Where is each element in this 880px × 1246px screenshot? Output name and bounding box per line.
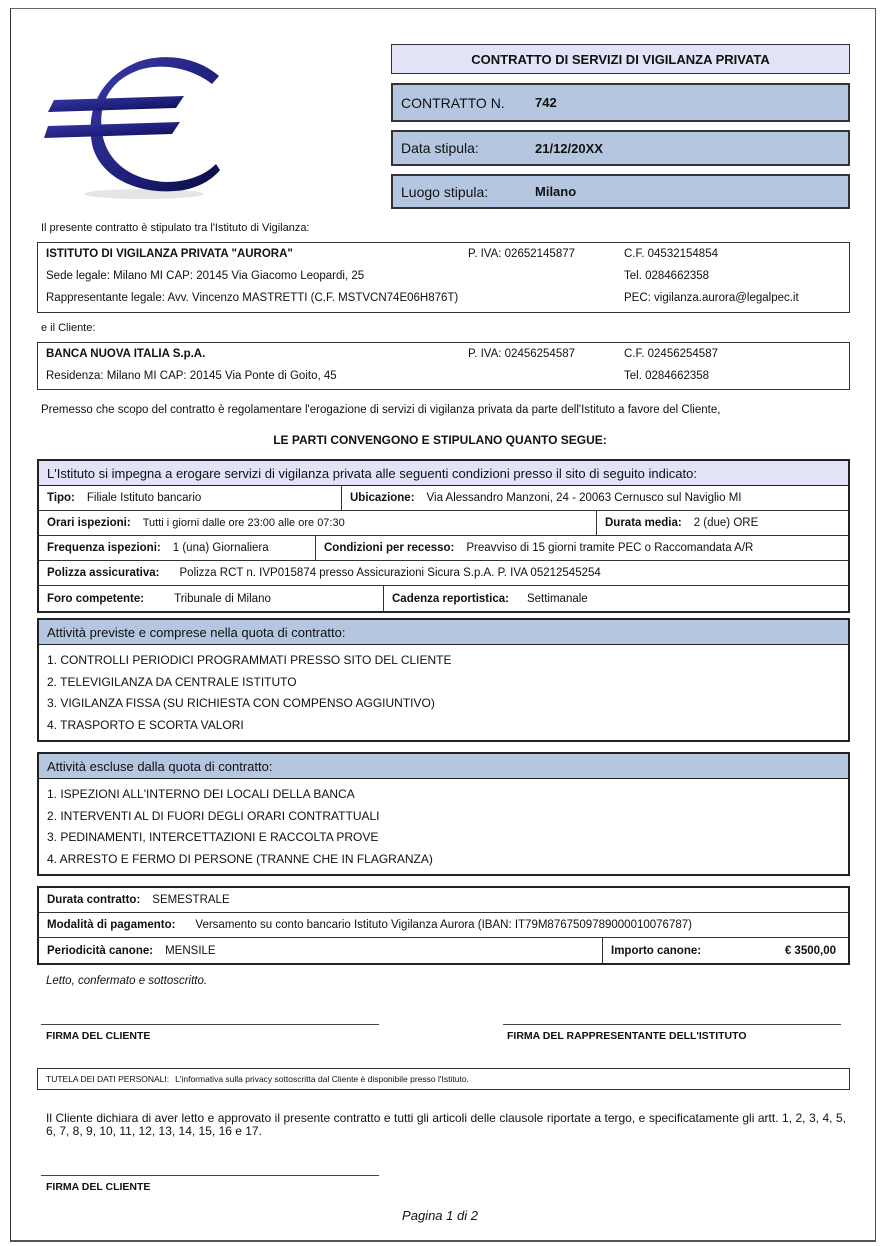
- table-row: [39, 888, 848, 913]
- polizza-label: Polizza assicurativa:: [47, 567, 160, 579]
- euro-symbol-icon: [44, 52, 224, 202]
- terms-table: [37, 886, 850, 965]
- contract-number-field: [391, 83, 850, 122]
- ubicazione-value: Via Alessandro Manzoni, 24 - 20063 Cernusco sul Naviglio MI: [426, 492, 742, 504]
- client-address: Residenza: Milano MI CAP: 20145 Via Ponte di Goito, 45: [46, 370, 337, 382]
- conditions-table: [37, 459, 850, 613]
- tipo-value: Filiale Istituto bancario: [86, 492, 202, 504]
- client-name: BANCA NUOVA ITALIA S.p.A.: [46, 348, 206, 360]
- durata-contratto-label: Durata contratto:: [47, 894, 141, 906]
- conditions-header: L'Istituto si impegna a erogare servizi di vigilanza privata alle seguenti condizioni presso il sito di seguito indicato:: [39, 461, 848, 486]
- client-tel: Tel. 0284662358: [624, 370, 710, 382]
- privacy-box: [37, 1068, 850, 1090]
- table-row: [39, 913, 848, 938]
- orari-label: Orari ispezioni:: [47, 517, 131, 529]
- recesso-label: Condizioni per recesso:: [324, 542, 455, 554]
- durata-media-value: 2 (due) ORE: [693, 517, 759, 529]
- frequenza-value: 1 (una) Giornaliera: [172, 542, 269, 554]
- list-item: 3. PEDINAMENTI, INTERCETTAZIONI E RACCOLTA PROVE: [47, 830, 379, 845]
- recesso-value: Preavviso di 15 giorni tramite PEC o Raccomandata A/R: [466, 542, 754, 554]
- cadenza-label: Cadenza reportistica:: [392, 592, 509, 605]
- date-label: Data stipula:: [401, 140, 479, 156]
- place-label: Luogo stipula:: [401, 183, 489, 200]
- orari-value: Tutti i giorni dalle ore 23:00 alle ore 07:30: [142, 517, 345, 529]
- ubicazione-label: Ubicazione:: [350, 492, 415, 504]
- agreement-heading: LE PARTI CONVENGONO E STIPULANO QUANTO SEGUE:: [273, 433, 607, 447]
- periodicita-value: MENSILE: [165, 944, 216, 957]
- institute-piva: P. IVA: 02652145877: [468, 248, 576, 260]
- table-row: [39, 938, 848, 963]
- privacy-label: TUTELA DEI DATI PERSONALI:: [46, 1074, 170, 1084]
- client-signature-line[interactable]: [41, 1024, 379, 1025]
- intro-client: e il Cliente:: [41, 322, 96, 334]
- institute-cf: C.F. 04532154854: [624, 248, 718, 260]
- table-row: [39, 486, 848, 511]
- list-item: 3. VIGILANZA FISSA (SU RICHIESTA CON COMPENSO AGGIUNTIVO): [47, 696, 435, 711]
- importo-value: € 3500,00: [784, 944, 836, 957]
- client-signature-label-2: FIRMA DEL CLIENTE: [46, 1181, 151, 1193]
- institute-signature-label: FIRMA DEL RAPPRESENTANTE DELL'ISTITUTO: [507, 1030, 747, 1042]
- polizza-value: Polizza RCT n. IVP015874 presso Assicurazioni Sicura S.p.A. P. IVA 05212545254: [179, 567, 601, 579]
- intro-institute: Il presente contratto è stipulato tra l'Istituto di Vigilanza:: [41, 222, 310, 234]
- declaration-text: Il Cliente dichiara di aver letto e approvato il presente contratto e tutti gli articoli delle clausole riportate a tergo, e specificatamente gli artt. 1, 2, 3, 4, 5, 6, 7, 8, 9, 10, 11, 12, 13, 14, 15, 16 e 17.: [46, 1111, 846, 1138]
- table-row: [39, 586, 848, 611]
- pagamento-label: Modalità di pagamento:: [47, 919, 176, 931]
- excluded-activities: [37, 752, 850, 876]
- included-header: Attività previste e comprese nella quota di contratto:: [39, 620, 848, 645]
- institute-representative: Rappresentante legale: Avv. Vincenzo MASTRETTI (C.F. MSTVCN74E06H876T): [46, 292, 459, 304]
- client-box: [37, 342, 850, 390]
- institute-address: Sede legale: Milano MI CAP: 20145 Via Giacomo Leopardi, 25: [46, 270, 365, 282]
- institute-tel: Tel. 0284662358: [624, 270, 710, 282]
- client-piva: P. IVA: 02456254587: [468, 348, 576, 360]
- institute-signature-line[interactable]: [503, 1024, 841, 1025]
- list-item: 1. CONTROLLI PERIODICI PROGRAMMATI PRESSO SITO DEL CLIENTE: [47, 653, 452, 667]
- client-cf: C.F. 02456254587: [624, 348, 718, 360]
- institute-name: ISTITUTO DI VIGILANZA PRIVATA "AURORA": [46, 248, 293, 260]
- frequenza-label: Frequenza ispezioni:: [47, 542, 161, 554]
- list-item: 2. INTERVENTI AL DI FUORI DEGLI ORARI CONTRATTUALI: [47, 808, 380, 823]
- included-activities: [37, 618, 850, 742]
- table-row: [39, 511, 848, 536]
- cadenza-value: Settimanale: [526, 592, 588, 605]
- institute-box: [37, 242, 850, 313]
- tipo-label: Tipo:: [47, 492, 75, 504]
- durata-contratto-value: SEMESTRALE: [152, 894, 230, 906]
- premise-text: Premesso che scopo del contratto è regolamentare l'erogazione di servizi di vigilanza privata da parte dell'Istituto a favore del Cliente,: [41, 404, 721, 416]
- table-row: [39, 561, 848, 586]
- contract-title: CONTRATTO DI SERVIZI DI VIGILANZA PRIVATA: [391, 44, 850, 74]
- durata-media-label: Durata media:: [605, 517, 682, 529]
- contract-number-value: 742: [535, 95, 557, 110]
- excluded-header: Attività escluse dalla quota di contratto:: [39, 754, 848, 779]
- place-field: [391, 174, 850, 209]
- privacy-text: L'informativa sulla privacy sottoscritta dal Cliente è disponibile presso l'Istituto.: [175, 1074, 469, 1084]
- foro-value: Tribunale di Milano: [174, 592, 271, 605]
- client-signature-label: FIRMA DEL CLIENTE: [46, 1030, 151, 1042]
- institute-pec[interactable]: PEC: vigilanza.aurora@legalpec.it: [624, 292, 799, 304]
- place-value: Milano: [535, 184, 577, 199]
- pagamento-value: Versamento su conto bancario Istituto Vigilanza Aurora (IBAN: IT79M8767509789000010076787): [195, 919, 692, 931]
- list-item: 4. TRASPORTO E SCORTA VALORI: [47, 718, 244, 733]
- periodicita-label: Periodicità canone:: [47, 944, 154, 957]
- foro-label: Foro competente:: [47, 592, 145, 605]
- contract-number-label: CONTRATTO N.: [401, 94, 505, 111]
- client-signature-line-2[interactable]: [41, 1175, 379, 1176]
- list-item: 4. ARRESTO E FERMO DI PERSONE (TRANNE CHE IN FLAGRANZA): [47, 852, 433, 867]
- list-item: 2. TELEVIGILANZA DA CENTRALE ISTITUTO: [47, 674, 297, 689]
- date-value: 21/12/20XX: [535, 140, 603, 156]
- table-row: [39, 536, 848, 561]
- date-field: [391, 130, 850, 166]
- list-item: 1. ISPEZIONI ALL'INTERNO DEI LOCALI DELLA BANCA: [47, 787, 355, 801]
- read-confirmed: Letto, confermato e sottoscritto.: [46, 975, 208, 987]
- importo-label: Importo canone:: [611, 944, 702, 957]
- page-number: Pagina 1 di 2: [402, 1208, 478, 1223]
